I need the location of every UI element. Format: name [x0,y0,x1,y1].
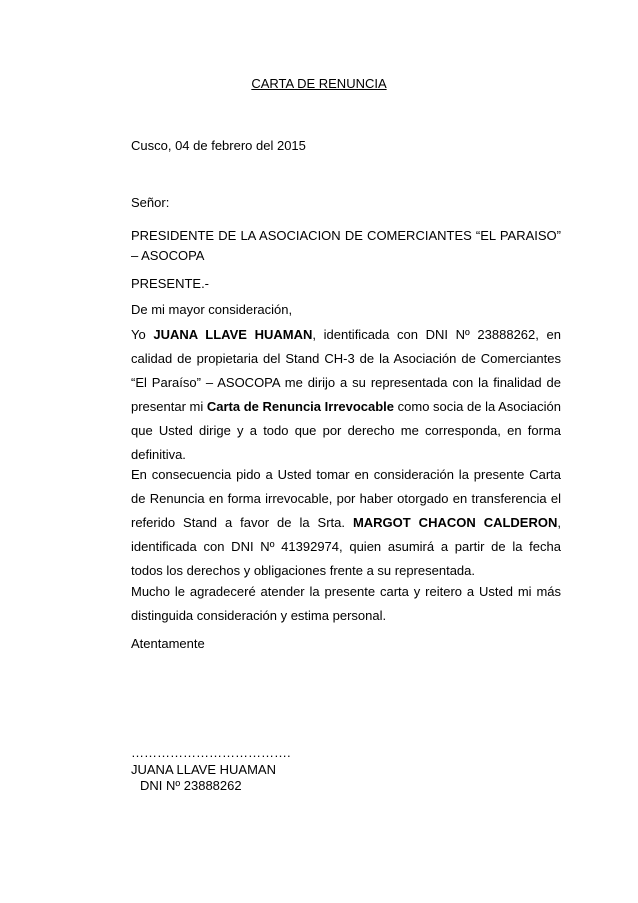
paragraph-2-part-2: , identificada con DNI Nº 41392974, quien asumirá a partir de la fecha todos los derechos y obligaciones frente a su representada. [131,515,561,578]
resignation-type: Carta de Renuncia Irrevocable [206,399,395,414]
letter-title: CARTA DE RENUNCIA [251,76,387,91]
paragraph-1-part-1: Yo [131,327,154,342]
paragraph-1-text [131,323,561,467]
paragraph-1-part-2: , identificada con DNI Nº 23888262, en calidad de propietaria del Stand CH-3 de la Asociación de Comerciantes “El Paraíso” – ASOCOPA me dirijo a su representada con la finalidad de presentar mi [131,327,561,414]
paragraph-2 [131,463,561,583]
greeting: De mi mayor consideración, [131,302,293,317]
paragraph-2-text [131,463,561,583]
presente: PRESENTE.- [131,276,210,291]
signature-line: ………………………………. [131,745,291,760]
resigning-member-name: JUANA LLAVE HUAMAN [153,327,313,342]
addressee-line-1: PRESIDENTE DE LA ASOCIACION DE COMERCIANTES “EL PARAISO” [131,228,561,243]
signature-name: JUANA LLAVE HUAMAN [131,762,276,777]
paragraph-1-part-3: como socia de la Asociación que Usted dirige y a todo que por derecho me corresponda, en forma definitiva. [131,399,561,462]
closing: Atentamente [131,636,205,651]
signature-dni: DNI Nº 23888262 [140,778,242,793]
paragraph-2-part-1: En consecuencia pido a Usted tomar en consideración la presente Carta de Renuncia en forma irrevocable, por haber otorgado en transferencia el referido Stand a favor de la Srta. [131,467,561,530]
addressee [131,224,561,264]
paragraph-3-text: Mucho le agradeceré atender la presente carta y reitero a Usted mi más distinguida consideración y estima personal. [131,584,561,623]
transferee-name: MARGOT CHACON CALDERON [352,515,558,530]
place-date: Cusco, 04 de febrero del 2015 [131,138,306,153]
paragraph-3 [131,580,561,628]
addressee-line-2: – ASOCOPA [131,248,205,263]
paragraph-1 [131,323,561,467]
salutation: Señor: [131,195,170,210]
